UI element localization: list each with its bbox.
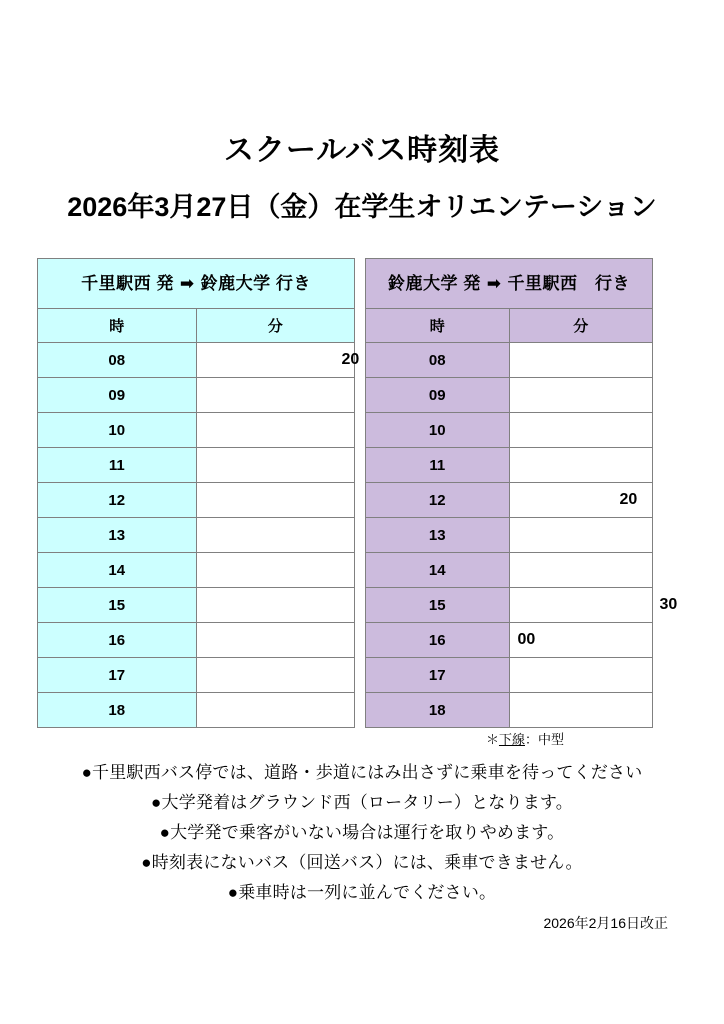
page-title: スクールバス時刻表 <box>223 134 501 167</box>
arrow-right-icon: ➡ <box>486 273 502 293</box>
minutes-cell <box>509 623 653 658</box>
inbound-column-header-row <box>366 309 653 343</box>
minutes-inner <box>510 623 653 657</box>
hour-cell: 14 <box>366 553 510 588</box>
minutes-inner <box>197 658 355 692</box>
hour-cell: 09 <box>38 378 197 413</box>
hour-cell: 13 <box>38 518 197 553</box>
hour-cell: 08 <box>38 343 197 378</box>
inbound-rows <box>366 343 678 728</box>
outbound-hour-column-header: 時 <box>38 309 197 343</box>
hour-cell: 14 <box>38 553 197 588</box>
hour-cell: 15 <box>366 588 510 623</box>
outbound-direction-header <box>38 259 355 309</box>
minutes-cell <box>509 343 653 378</box>
hour-cell: 12 <box>38 483 197 518</box>
table-row <box>38 378 355 413</box>
minutes-cell <box>196 588 355 623</box>
minutes-inner <box>510 553 653 587</box>
table-row <box>38 623 355 658</box>
table-row <box>366 448 653 483</box>
table-row <box>366 658 653 693</box>
minutes-cell <box>196 413 355 448</box>
minutes-cell <box>196 623 355 658</box>
inbound-destination-label: 千里駅西 行き <box>507 273 630 293</box>
minutes-inner <box>510 413 653 447</box>
timetables-container <box>37 258 687 718</box>
minutes-inner <box>197 378 355 412</box>
table-row <box>38 413 355 448</box>
hour-cell: 13 <box>366 518 510 553</box>
hour-cell: 11 <box>366 448 510 483</box>
hour-cell: 10 <box>366 413 510 448</box>
hour-cell: 16 <box>38 623 197 658</box>
table-row <box>38 343 355 378</box>
minutes-inner <box>197 413 355 447</box>
notice-item: ●千里駅西バス停では、道路・歩道にはみ出さずに乗車を待ってください <box>81 763 643 782</box>
table-row <box>366 343 653 378</box>
inbound-direction-header <box>366 259 653 309</box>
minutes-inner <box>197 448 355 482</box>
hour-cell: 17 <box>38 658 197 693</box>
outbound-column-header-row <box>38 309 355 343</box>
outbound-minute-column-header: 分 <box>196 309 355 343</box>
minutes-cell <box>509 448 653 483</box>
table-row <box>366 553 653 588</box>
footnote-asterisk: ＊ <box>485 732 499 747</box>
page-subtitle: 2026年3月27日（金）在学生オリエンテーション <box>67 192 657 222</box>
minutes-cell <box>196 378 355 413</box>
minutes-cell <box>509 518 653 553</box>
footnote-remainder: ：中型 <box>524 732 564 747</box>
minutes-cell <box>196 518 355 553</box>
table-row <box>366 378 653 413</box>
hour-cell: 09 <box>366 378 510 413</box>
table-row <box>366 623 653 658</box>
minutes-cell <box>509 658 653 693</box>
minutes-cell <box>196 483 355 518</box>
table-row <box>38 518 355 553</box>
inbound-timetable <box>365 258 678 728</box>
table-row <box>38 658 355 693</box>
minutes-cell <box>509 483 653 518</box>
minutes-inner <box>510 588 678 622</box>
inbound-hour-column-header: 時 <box>366 309 510 343</box>
minutes-inner <box>510 378 653 412</box>
table-row <box>38 693 355 728</box>
departure-minute: 20 <box>341 351 360 368</box>
outbound-timetable <box>37 258 360 728</box>
revision-date: 2026年2月16日改正 <box>543 915 668 931</box>
hour-cell: 11 <box>38 448 197 483</box>
hour-cell: 18 <box>38 693 197 728</box>
minutes-cell <box>509 413 653 448</box>
minutes-cell <box>196 553 355 588</box>
minutes-inner <box>510 658 653 692</box>
minutes-inner <box>197 623 355 657</box>
notice-item: ●乗車時は一列に並んでください。 <box>227 883 497 902</box>
table-row <box>38 588 355 623</box>
departure-minute: 00 <box>517 631 536 648</box>
minutes-cell <box>196 693 355 728</box>
minutes-cell <box>509 693 653 728</box>
outbound-rows <box>38 343 360 728</box>
minutes-cell <box>509 553 653 588</box>
arrow-right-icon: ➡ <box>179 273 195 293</box>
hour-cell: 15 <box>38 588 197 623</box>
minutes-inner <box>510 343 653 377</box>
inbound-origin-label: 鈴鹿大学 発 <box>388 273 481 293</box>
minutes-cell <box>196 343 360 378</box>
outbound-direction-header-row <box>38 259 355 309</box>
bus-size-footnote <box>0 729 564 748</box>
inbound-minute-column-header: 分 <box>509 309 653 343</box>
hour-cell: 10 <box>38 413 197 448</box>
footnote-underline-term: 下線 <box>498 732 525 747</box>
minutes-inner <box>510 483 653 517</box>
notice-item: ●大学発で乗客がいない場合は運行を取りやめます。 <box>159 823 565 842</box>
table-row <box>38 553 355 588</box>
notice-item: ●大学発着はグラウンド西（ロータリー）となります。 <box>151 793 573 812</box>
minutes-inner <box>510 448 653 482</box>
minutes-cell <box>509 378 653 413</box>
table-row <box>366 588 653 623</box>
departure-minute: 30 <box>659 596 678 613</box>
table-row <box>366 518 653 553</box>
minutes-inner <box>197 343 360 377</box>
hour-cell: 08 <box>366 343 510 378</box>
minutes-cell <box>196 658 355 693</box>
minutes-inner <box>197 483 355 517</box>
notices-list <box>0 760 724 910</box>
departure-minute: 20 <box>619 491 638 508</box>
table-row <box>366 413 653 448</box>
table-row <box>366 483 653 518</box>
minutes-inner <box>197 588 355 622</box>
minutes-cell <box>196 448 355 483</box>
minutes-cell <box>509 588 678 623</box>
notice-item: ●時刻表にないバス（回送バス）には、乗車できません。 <box>141 853 583 872</box>
hour-cell: 17 <box>366 658 510 693</box>
minutes-inner <box>197 693 355 727</box>
table-row <box>38 448 355 483</box>
table-row <box>366 693 653 728</box>
table-row <box>38 483 355 518</box>
outbound-origin-label: 千里駅西 発 <box>81 273 174 293</box>
minutes-inner <box>197 553 355 587</box>
outbound-destination-label: 鈴鹿大学 行き <box>200 273 311 293</box>
hour-cell: 12 <box>366 483 510 518</box>
inbound-direction-header-row <box>366 259 653 309</box>
hour-cell: 16 <box>366 623 510 658</box>
minutes-inner <box>510 518 653 552</box>
minutes-inner <box>510 693 653 727</box>
minutes-inner <box>197 518 355 552</box>
hour-cell: 18 <box>366 693 510 728</box>
